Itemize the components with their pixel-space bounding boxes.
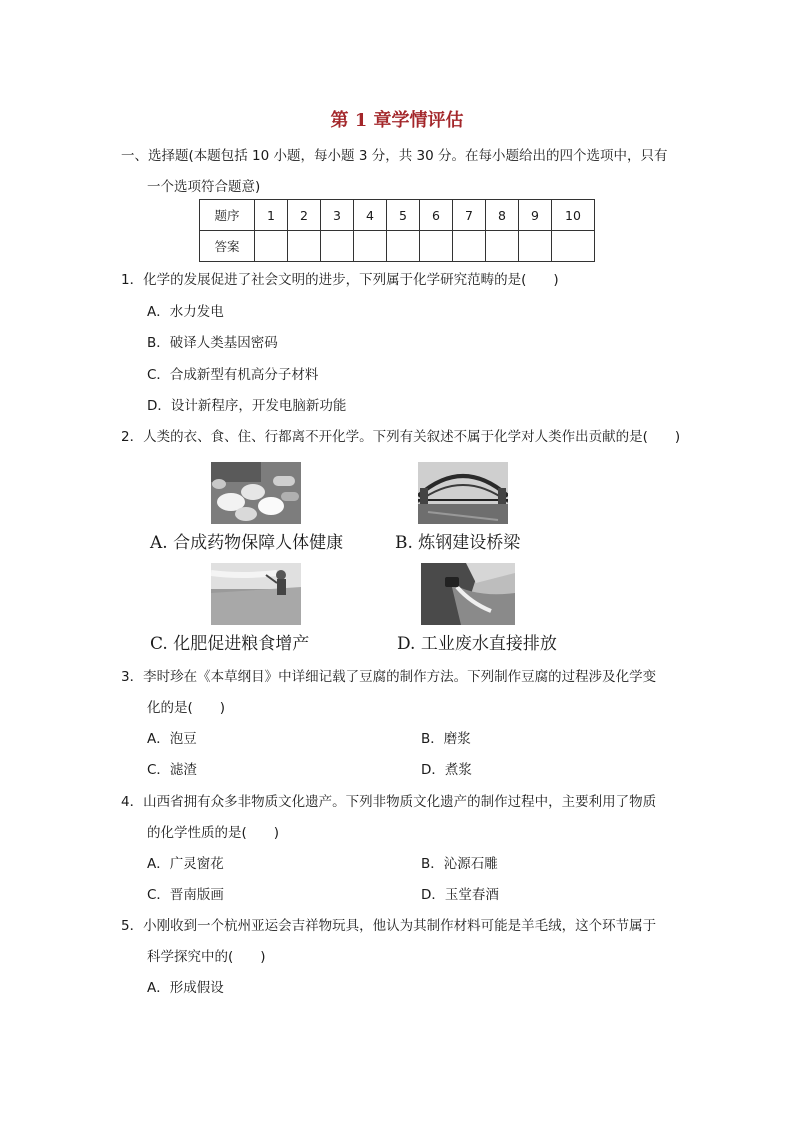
- q4-option-d: D．玉堂春酒: [421, 887, 499, 903]
- table-number-cell: 7: [453, 200, 486, 231]
- q2-option-a: A. 合成药物保障人体健康: [150, 533, 344, 553]
- answer-cell[interactable]: [354, 231, 387, 262]
- answer-cell[interactable]: [519, 231, 552, 262]
- q2-option-b: B. 炼钢建设桥梁: [395, 533, 521, 553]
- wastewater-image: [421, 563, 515, 625]
- answer-table-number-row: [200, 200, 595, 231]
- q1-option-a: A．水力发电: [147, 304, 224, 320]
- answer-table: [199, 199, 595, 262]
- table-header-answer: 答案: [200, 231, 255, 262]
- q5-stem-line2: 科学探究中的( ): [147, 949, 266, 965]
- q2-option-c: C. 化肥促进粮食增产: [150, 634, 310, 654]
- bridge-image: [418, 462, 508, 524]
- answer-cell[interactable]: [420, 231, 453, 262]
- q5-stem-line1: 5．小刚收到一个杭州亚运会吉祥物玩具，他认为其制作材料可能是羊毛绒，这个环节属于: [121, 918, 657, 934]
- q4-option-c: C．晋南版画: [147, 887, 224, 903]
- answer-cell[interactable]: [255, 231, 288, 262]
- fertilizer-field-image: [211, 563, 301, 625]
- q3-stem-line2: 化的是( ): [147, 700, 226, 716]
- table-number-cell: 9: [519, 200, 552, 231]
- answer-cell[interactable]: [486, 231, 519, 262]
- table-number-cell: 4: [354, 200, 387, 231]
- q2-stem: 2．人类的衣、食、住、行都离不开化学。下列有关叙述不属于化学对人类作出贡献的是( ): [121, 429, 681, 445]
- q1-stem: 1．化学的发展促进了社会文明的进步，下列属于化学研究范畴的是( ): [121, 272, 559, 288]
- q3-option-d: D．煮浆: [421, 762, 472, 778]
- table-number-cell: 1: [255, 200, 288, 231]
- answer-cell[interactable]: [387, 231, 420, 262]
- q1-option-b: B．破译人类基因密码: [147, 335, 278, 351]
- pills-image: [211, 462, 301, 524]
- section-instructions-line2: 一个选项符合题意): [147, 179, 261, 195]
- q4-stem-line2: 的化学性质的是( ): [147, 825, 280, 841]
- table-header-number: 题序: [200, 200, 255, 231]
- q3-stem-line1: 3．李时珍在《本草纲目》中详细记载了豆腐的制作方法。下列制作豆腐的过程涉及化学变: [121, 669, 657, 685]
- answer-cell[interactable]: [552, 231, 595, 262]
- q1-option-d: D．设计新程序，开发电脑新功能: [147, 398, 347, 414]
- page-title: 第 1 章学情评估: [330, 110, 464, 131]
- table-number-cell: 5: [387, 200, 420, 231]
- answer-table-answer-row: [200, 231, 595, 262]
- q3-option-b: B．磨浆: [421, 731, 471, 747]
- q4-option-a: A．广灵窗花: [147, 856, 224, 872]
- q4-stem-line1: 4．山西省拥有众多非物质文化遗产。下列非物质文化遗产的制作过程中，主要利用了物质: [121, 794, 657, 810]
- table-number-cell: 8: [486, 200, 519, 231]
- q4-option-b: B．沁源石雕: [421, 856, 498, 872]
- table-number-cell: 3: [321, 200, 354, 231]
- table-number-cell: 6: [420, 200, 453, 231]
- table-number-cell: 2: [288, 200, 321, 231]
- q3-option-c: C．滤渣: [147, 762, 197, 778]
- answer-cell[interactable]: [288, 231, 321, 262]
- answer-cell[interactable]: [321, 231, 354, 262]
- section-instructions-line1: 一、选择题(本题包括 10 小题，每小题 3 分，共 30 分。在每小题给出的四个选项中，只有: [121, 148, 668, 164]
- q1-option-c: C．合成新型有机高分子材料: [147, 367, 319, 383]
- answer-cell[interactable]: [453, 231, 486, 262]
- q5-option-a: A．形成假设: [147, 980, 224, 996]
- q2-option-d: D. 工业废水直接排放: [397, 634, 557, 654]
- q3-option-a: A．泡豆: [147, 731, 197, 747]
- table-number-cell: 10: [552, 200, 595, 231]
